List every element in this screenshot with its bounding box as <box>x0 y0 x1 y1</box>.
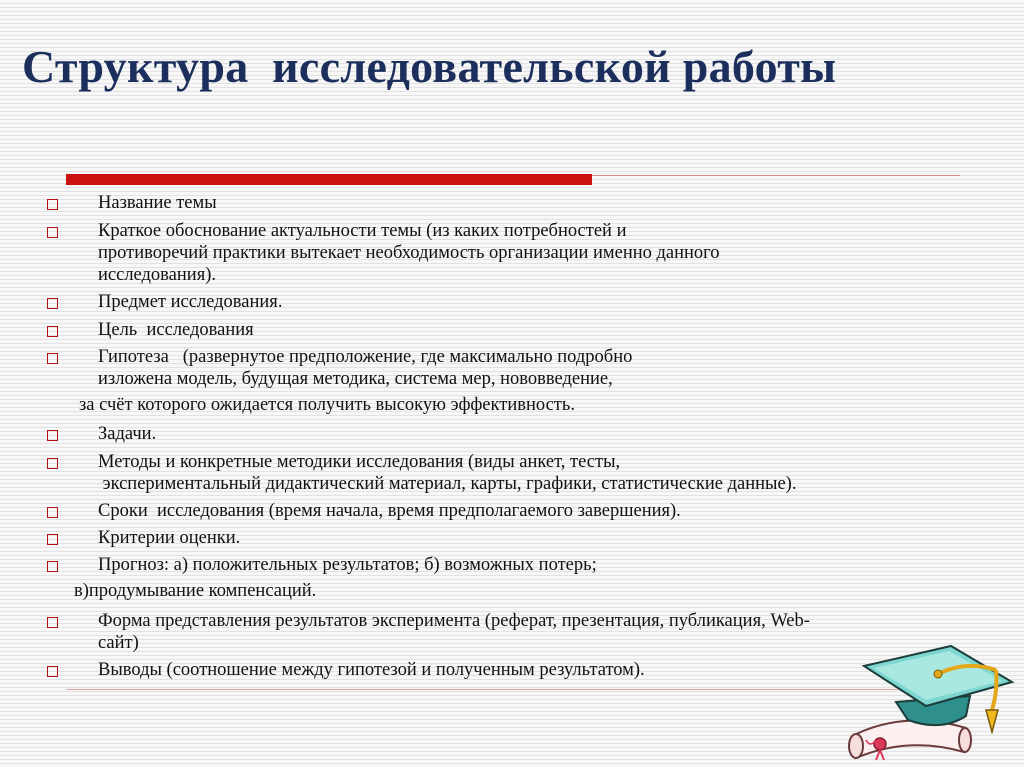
list-item-text: противоречий практики вытекает необходимость организации именно данного <box>98 243 720 263</box>
diploma-scroll <box>849 720 971 760</box>
list-item-text: Форма представления результатов эксперимента (реферат, презентация, публикация, Web- <box>98 611 810 631</box>
list-item-text: исследования). <box>98 265 216 285</box>
list-item-text: Критерии оценки. <box>98 528 241 548</box>
list-item-text: Название темы <box>98 193 217 213</box>
hollow-square-bullet-icon <box>47 199 58 210</box>
list-item-text: изложена модель, будущая методика, система мер, нововведение, <box>98 369 613 389</box>
list-item-text: Методы и конкретные методики исследования (виды анкет, тесты, <box>98 452 621 472</box>
list-item-text: сайт) <box>98 633 139 653</box>
list-item-text: Гипотеза (развернутое предположение, где максимально подробно <box>98 347 633 367</box>
hollow-square-bullet-icon <box>47 430 58 441</box>
graduation-cap-diploma-icon <box>846 640 1018 765</box>
hollow-square-bullet-icon <box>47 227 58 238</box>
mortarboard <box>864 646 1012 732</box>
list-item-text: Предмет исследования. <box>98 292 283 312</box>
list-item-text: Выводы (соотношение между гипотезой и полученным результатом). <box>98 660 645 680</box>
title-underline-red <box>66 174 592 185</box>
slide-title: Структура исследовательской работы <box>22 41 837 92</box>
list-item-continuation: за счёт которого ожидается получить высокую эффективность. <box>79 395 575 415</box>
hollow-square-bullet-icon <box>47 617 58 628</box>
list-item-text: Цель исследования <box>98 320 254 340</box>
list-item-text: Сроки исследования (время начала, время предполагаемого завершения). <box>98 501 681 521</box>
list-item-text: экспериментальный дидактический материал, карты, графики, статистические данные). <box>98 474 797 494</box>
hollow-square-bullet-icon <box>47 507 58 518</box>
list-item-text: Задачи. <box>98 424 157 444</box>
hollow-square-bullet-icon <box>47 666 58 677</box>
title-underline-thin <box>592 175 960 176</box>
hollow-square-bullet-icon <box>47 534 58 545</box>
list-item-continuation: в)продумывание компенсаций. <box>74 581 317 601</box>
hollow-square-bullet-icon <box>47 561 58 572</box>
hollow-square-bullet-icon <box>47 353 58 364</box>
hollow-square-bullet-icon <box>47 326 58 337</box>
list-item-text: Прогноз: а) положительных результатов; б) возможных потерь; <box>98 555 597 575</box>
hollow-square-bullet-icon <box>47 458 58 469</box>
hollow-square-bullet-icon <box>47 298 58 309</box>
list-item-text: Краткое обоснование актуальности темы (из каких потребностей и <box>98 221 627 241</box>
bottom-rule <box>66 689 960 690</box>
